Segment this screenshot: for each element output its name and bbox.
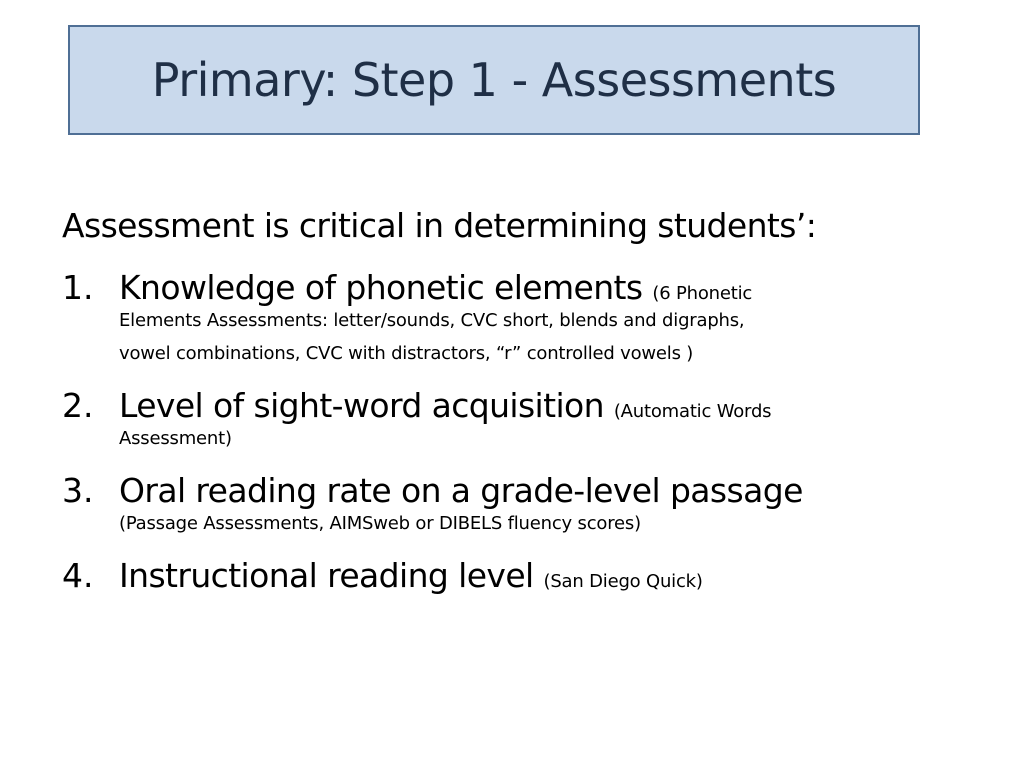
slide-body	[62, 204, 982, 598]
item-number: 2.	[62, 386, 94, 425]
list-item-4	[62, 554, 982, 598]
item-detail-block	[119, 304, 982, 370]
item-detail-line: vowel combinations, CVC with distractors, “r” controlled vowels )	[119, 343, 694, 364]
item-number: 1.	[62, 268, 94, 307]
item-heading: Oral reading rate on a grade-level passage	[119, 471, 803, 510]
list-item-1	[62, 266, 982, 370]
list-item-3	[62, 469, 982, 540]
item-detail-line: Assessment)	[119, 428, 232, 449]
item-number: 3.	[62, 471, 94, 510]
item-detail-line: (Passage Assessments, AIMSweb or DIBELS fluency scores)	[119, 513, 641, 534]
item-detail-inline: (San Diego Quick)	[543, 571, 703, 592]
slide-title: Primary: Step 1 - Assessments	[151, 53, 837, 107]
item-heading: Knowledge of phonetic elements	[119, 268, 643, 307]
item-detail-inline: (Automatic Words	[613, 401, 772, 422]
title-box	[68, 25, 920, 135]
list-item-2	[62, 384, 982, 455]
item-detail-inline: (6 Phonetic	[652, 283, 753, 304]
item-detail-line: Elements Assessments: letter/sounds, CVC short, blends and digraphs,	[119, 310, 745, 331]
intro-line: Assessment is critical in determining students’:	[62, 206, 817, 245]
item-detail-block	[119, 507, 982, 540]
item-heading: Instructional reading level	[119, 556, 534, 595]
item-heading: Level of sight-word acquisition	[119, 386, 604, 425]
item-heading-line	[119, 554, 982, 598]
item-number: 4.	[62, 556, 94, 595]
